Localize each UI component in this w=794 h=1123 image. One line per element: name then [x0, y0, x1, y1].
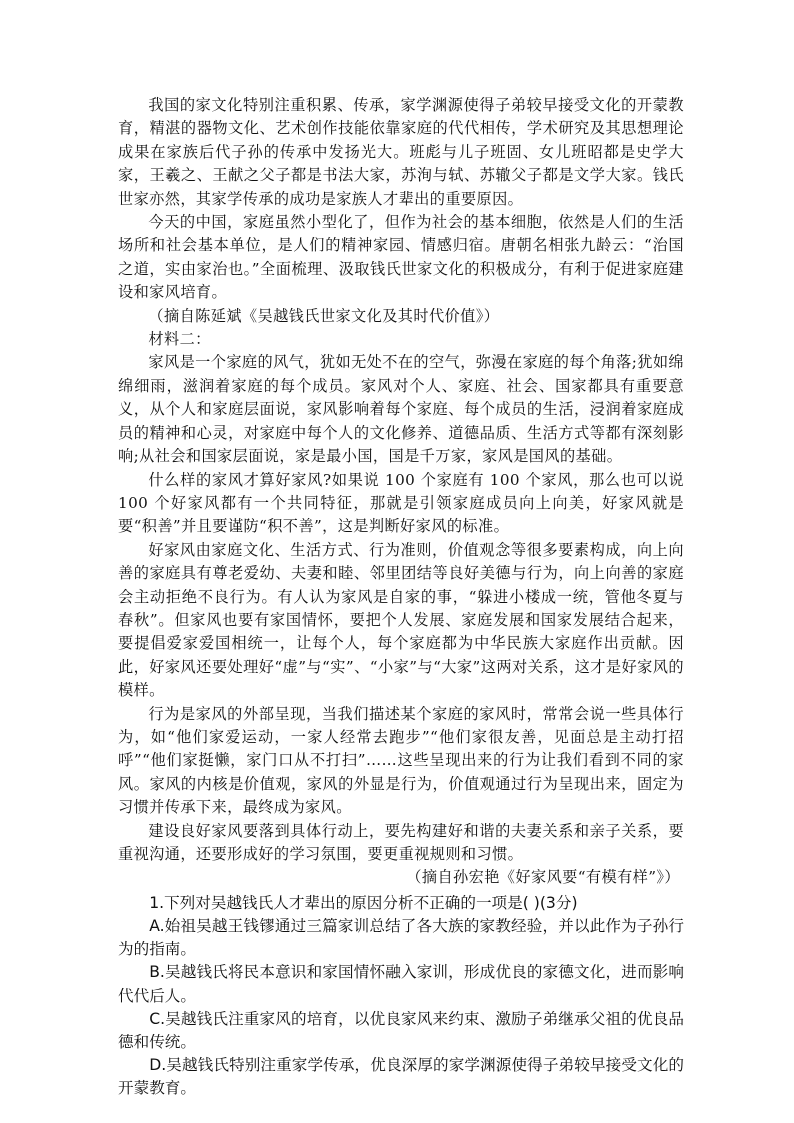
paragraph-behavior: 行为是家风的外部呈现，当我们描述某个家庭的家风时，常常会说一些具体行为，如“他们家爱运动，一家人经常去跑步”“他们家很友善，见面总是主动打招呼”“他们家挺懒，家门口从不打扫”……这些呈现出来的行为让我们看到不同的家风。家风的内核是价值观，家风的外显是行为，价值观通过行为呈现出来，固定为习惯并传承下来，最终成为家风。: [118, 704, 684, 817]
source-citation-2: （摘自孙宏艳《好家风要“有模有样”》）: [406, 868, 680, 887]
option-d: D.吴越钱氏特别注重家学传承，优良深厚的家学渊源使得子弟较早接受文化的开蒙教育。: [118, 1056, 684, 1098]
paragraph-building: 建设良好家风要落到具体行动上，要先构建好和谐的夫妻关系和亲子关系，要重视沟通，还要形成好的学习氛围，要更重视规则和习惯。: [118, 821, 684, 863]
paragraph-good-family-style: 什么样的家风才算好家风?如果说 100 个家庭有 100 个家风，那么也可以说 100 个好家风都有一个共同特征，那就是引领家庭成员向上向美，好家风就是要“积善”并且要谨防“积不善”，这是判断好家风的标准。: [118, 470, 684, 536]
question-1: [118, 892, 684, 1101]
option-c: C.吴越钱氏注重家风的培育，以优良家风来约束、激励子弟继承父祖的优良品德和传统。: [118, 1009, 684, 1052]
passage-body: [118, 94, 684, 1101]
option-a: A.始祖吴越王钱镠通过三篇家训总结了各大族的家教经验，并以此作为子孙行为的指南。: [118, 917, 684, 959]
material-two-heading: 材料二：: [148, 330, 211, 349]
option-b: B.吴越钱氏将民本意识和家国情怀融入家训，形成优良的家德文化，进而影响代代后人。: [118, 963, 684, 1005]
paragraph-elements: 好家风由家庭文化、生活方式、行为准则，价值观念等很多要素构成，向上向善的家庭具有尊老爱幼、夫妻和睦、邻里团结等良好美德与行为，向上向善的家庭会主动拒绝不良行为。有人认为家风是自家的事，“躲进小楼成一统，管他冬夏与春秋”。但家风也要有家国情怀，要把个人发展、家庭发展和国家发展结合起来，要提倡爱家爱国相统一，让每个人，每个家庭都为中华民族大家庭作出贡献。因此，好家风还要处理好“虚”与“实”、“小家”与“大家”这两对关系，这才是好家风的模样。: [118, 540, 684, 700]
paragraph-family-style-definition: 家风是一个家庭的风气，犹如无处不在的空气，弥漫在家庭的每个角落;犹如绵绵细雨，滋润着家庭的每个成员。家风对个人、家庭、社会、国家都具有重要意义，从个人和家庭层面说，家风影响着每个家庭、每个成员的生活，浸润着家庭成员的精神和心灵，对家庭中每个人的文化修养、道德品质、生活方式等都有深刻影响;从社会和国家层面说，家是最小国，国是千万家，家风是国风的基础。: [118, 353, 684, 466]
source-citation-1: （摘自陈延斌《吴越钱氏世家文化及其时代价值》）: [148, 306, 500, 325]
paragraph-family-culture: 我国的家文化特别注重积累、传承，家学渊源使得子弟较早接受文化的开蒙教育，精湛的器物文化、艺术创作技能依靠家庭的代代相传，学术研究及其思想理论成果在家族后代子孙的传承中发扬光大。班彪与儿子班固、女儿班昭都是史学大家，王羲之、王献之父子都是书法大家，苏洵与轼、苏辙父子都是文学大家。钱氏世家亦然，其家学传承的成功是家族人才辈出的重要原因。: [118, 96, 684, 208]
question-stem: 1.下列对吴越钱氏人才辈出的原因分析不正确的一项是( )(3分): [149, 893, 578, 912]
paragraph-modern-china: 今天的中国，家庭虽然小型化了，但作为社会的基本细胞，依然是人们的生活场所和社会基本单位，是人们的精神家园、情感归宿。唐朝名相张九龄云：“治国之道，实由家治也。”全面梳理、汲取钱氏世家文化的积极成分，有利于促进家庭建设和家风培育。: [118, 213, 684, 302]
